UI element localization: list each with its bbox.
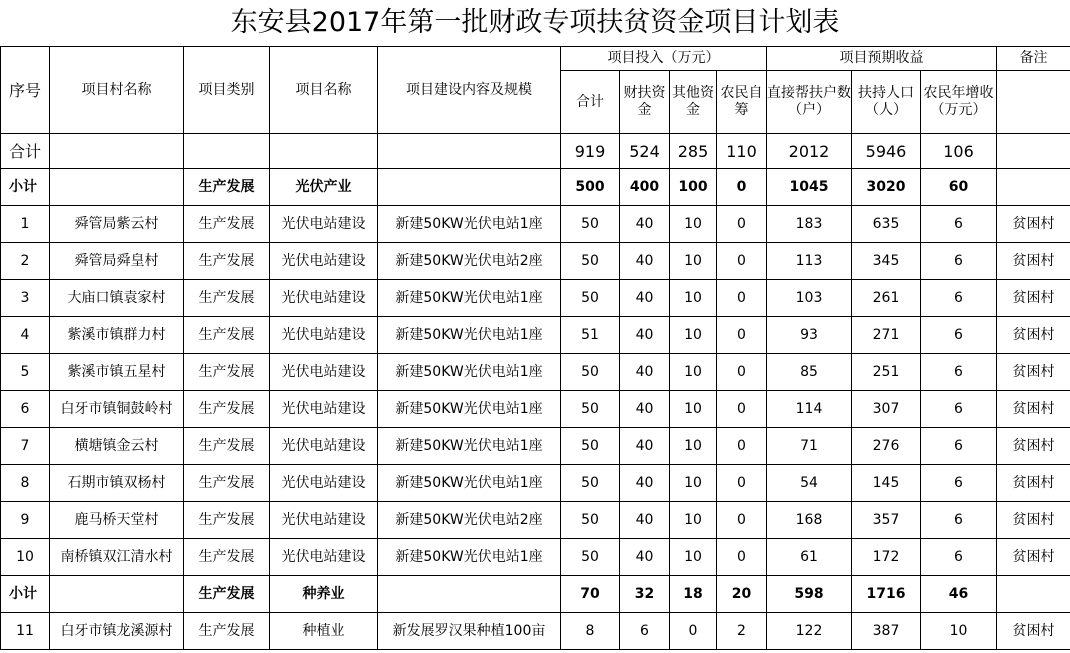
cell-village: 舜管局舜皇村: [50, 243, 184, 280]
table-row: [1, 391, 1070, 428]
empty-cell: [378, 134, 561, 169]
table-row: [1, 317, 1070, 354]
cell-village: 白牙市镇龙溪源村: [50, 613, 184, 650]
cell-category: 生产发展: [184, 206, 270, 243]
grand-total-farmer: 110: [717, 134, 767, 169]
grand-total-households: 2012: [767, 134, 852, 169]
cell-project: 光伏电站建设: [270, 206, 378, 243]
subtotal-households: 598: [767, 576, 852, 613]
empty-cell: [184, 134, 270, 169]
cell-total: 50: [561, 206, 620, 243]
grand-total-other: 285: [670, 134, 717, 169]
empty-cell: [50, 134, 184, 169]
cell-households: 54: [767, 465, 852, 502]
cell-category: 生产发展: [184, 613, 270, 650]
cell-households: 114: [767, 391, 852, 428]
cell-households: 183: [767, 206, 852, 243]
cell-households: 113: [767, 243, 852, 280]
cell-farmer: 0: [717, 280, 767, 317]
grand-total-row: [1, 134, 1070, 169]
header-benefit-group: 项目预期收益: [767, 47, 997, 71]
cell-village: 紫溪市镇五星村: [50, 354, 184, 391]
cell-content: 新建50KW光伏电站1座: [378, 354, 561, 391]
cell-total: 50: [561, 465, 620, 502]
cell-seq: 11: [1, 613, 50, 650]
subtotal-category: 生产发展: [184, 169, 270, 206]
cell-village: 白牙市镇铜鼓岭村: [50, 391, 184, 428]
cell-households: 85: [767, 354, 852, 391]
table-row: [1, 243, 1070, 280]
cell-seq: 10: [1, 539, 50, 576]
cell-note: 贫困村: [997, 317, 1070, 354]
cell-fiscal: 40: [620, 280, 670, 317]
cell-other: 10: [670, 502, 717, 539]
cell-category: 生产发展: [184, 465, 270, 502]
cell-seq: 6: [1, 391, 50, 428]
subtotal-people: 3020: [852, 169, 921, 206]
cell-category: 生产发展: [184, 502, 270, 539]
cell-people: 271: [852, 317, 921, 354]
cell-total: 50: [561, 539, 620, 576]
cell-category: 生产发展: [184, 539, 270, 576]
cell-content: 新建50KW光伏电站1座: [378, 465, 561, 502]
subtotal-income: 60: [921, 169, 997, 206]
subtotal-row: [1, 576, 1070, 613]
header-other: 其他资金: [670, 71, 717, 134]
subtotal-label: 小计: [1, 169, 50, 206]
cell-farmer: 0: [717, 502, 767, 539]
cell-village: 鹿马桥天堂村: [50, 502, 184, 539]
subtotal-project: 光伏产业: [270, 169, 378, 206]
cell-farmer: 0: [717, 354, 767, 391]
empty-cell: [270, 134, 378, 169]
cell-income: 6: [921, 465, 997, 502]
cell-note: 贫困村: [997, 465, 1070, 502]
cell-total: 50: [561, 354, 620, 391]
cell-project: 光伏电站建设: [270, 502, 378, 539]
cell-other: 0: [670, 613, 717, 650]
cell-fiscal: 40: [620, 539, 670, 576]
header-note: 备注: [997, 47, 1070, 71]
cell-content: 新发展罗汉果种植100亩: [378, 613, 561, 650]
cell-farmer: 2: [717, 613, 767, 650]
cell-note: 贫困村: [997, 206, 1070, 243]
cell-households: 71: [767, 428, 852, 465]
cell-other: 10: [670, 391, 717, 428]
empty-cell: [997, 134, 1070, 169]
subtotal-other: 100: [670, 169, 717, 206]
cell-category: 生产发展: [184, 317, 270, 354]
grand-total-total: 919: [561, 134, 620, 169]
cell-farmer: 0: [717, 317, 767, 354]
cell-content: 新建50KW光伏电站1座: [378, 317, 561, 354]
cell-village: 石期市镇双杨村: [50, 465, 184, 502]
cell-income: 6: [921, 391, 997, 428]
header-income: 农民年增收（万元）: [921, 71, 997, 134]
header-farmer: 农民自筹: [717, 71, 767, 134]
cell-note: 贫困村: [997, 539, 1070, 576]
table-row: [1, 428, 1070, 465]
cell-village: 横塘镇金云村: [50, 428, 184, 465]
cell-people: 145: [852, 465, 921, 502]
subtotal-farmer: 0: [717, 169, 767, 206]
header-people: 扶持人口（人）: [852, 71, 921, 134]
cell-note: 贫困村: [997, 428, 1070, 465]
cell-village: 南桥镇双江清水村: [50, 539, 184, 576]
cell-total: 50: [561, 280, 620, 317]
cell-people: 172: [852, 539, 921, 576]
header-total: 合计: [561, 71, 620, 134]
header-investment-group: 项目投入（万元）: [561, 47, 767, 71]
cell-farmer: 0: [717, 391, 767, 428]
empty-cell: [50, 576, 184, 613]
cell-category: 生产发展: [184, 243, 270, 280]
cell-households: 103: [767, 280, 852, 317]
cell-farmer: 0: [717, 206, 767, 243]
cell-note: 贫困村: [997, 243, 1070, 280]
cell-content: 新建50KW光伏电站1座: [378, 206, 561, 243]
cell-total: 50: [561, 243, 620, 280]
cell-content: 新建50KW光伏电站1座: [378, 391, 561, 428]
cell-note: 贫困村: [997, 354, 1070, 391]
cell-total: 8: [561, 613, 620, 650]
cell-village: 舜管局紫云村: [50, 206, 184, 243]
cell-households: 93: [767, 317, 852, 354]
empty-cell: [997, 169, 1070, 206]
subtotal-label: 小计: [1, 576, 50, 613]
cell-note: 贫困村: [997, 613, 1070, 650]
cell-project: 种植业: [270, 613, 378, 650]
subtotal-total: 500: [561, 169, 620, 206]
subtotal-other: 18: [670, 576, 717, 613]
cell-income: 6: [921, 317, 997, 354]
cell-seq: 4: [1, 317, 50, 354]
cell-income: 6: [921, 354, 997, 391]
cell-fiscal: 40: [620, 391, 670, 428]
cell-farmer: 0: [717, 243, 767, 280]
cell-income: 10: [921, 613, 997, 650]
cell-fiscal: 40: [620, 354, 670, 391]
subtotal-row: [1, 169, 1070, 206]
cell-seq: 2: [1, 243, 50, 280]
cell-project: 光伏电站建设: [270, 428, 378, 465]
cell-farmer: 0: [717, 428, 767, 465]
empty-cell: [378, 169, 561, 206]
cell-other: 10: [670, 354, 717, 391]
header-content: 项目建设内容及规模: [378, 47, 561, 134]
subtotal-households: 1045: [767, 169, 852, 206]
cell-category: 生产发展: [184, 391, 270, 428]
table-row: [1, 613, 1070, 650]
header-fiscal: 财扶资金: [620, 71, 670, 134]
cell-people: 261: [852, 280, 921, 317]
cell-note: 贫困村: [997, 391, 1070, 428]
cell-fiscal: 40: [620, 428, 670, 465]
cell-category: 生产发展: [184, 354, 270, 391]
header-note-blank: [997, 71, 1070, 134]
cell-project: 光伏电站建设: [270, 354, 378, 391]
cell-income: 6: [921, 206, 997, 243]
cell-households: 61: [767, 539, 852, 576]
cell-project: 光伏电站建设: [270, 465, 378, 502]
cell-content: 新建50KW光伏电站1座: [378, 428, 561, 465]
cell-village: 大庙口镇袁家村: [50, 280, 184, 317]
cell-fiscal: 6: [620, 613, 670, 650]
project-plan-table: [0, 46, 1070, 650]
cell-seq: 5: [1, 354, 50, 391]
cell-people: 387: [852, 613, 921, 650]
cell-note: 贫困村: [997, 280, 1070, 317]
grand-total-income: 106: [921, 134, 997, 169]
empty-cell: [378, 576, 561, 613]
table-row: [1, 280, 1070, 317]
subtotal-people: 1716: [852, 576, 921, 613]
cell-seq: 3: [1, 280, 50, 317]
cell-project: 光伏电站建设: [270, 280, 378, 317]
cell-total: 50: [561, 502, 620, 539]
cell-other: 10: [670, 539, 717, 576]
cell-people: 357: [852, 502, 921, 539]
cell-income: 6: [921, 280, 997, 317]
cell-other: 10: [670, 428, 717, 465]
cell-other: 10: [670, 280, 717, 317]
cell-seq: 7: [1, 428, 50, 465]
cell-content: 新建50KW光伏电站2座: [378, 243, 561, 280]
subtotal-farmer: 20: [717, 576, 767, 613]
table-row: [1, 539, 1070, 576]
cell-fiscal: 40: [620, 317, 670, 354]
cell-households: 122: [767, 613, 852, 650]
cell-other: 10: [670, 317, 717, 354]
table-row: [1, 206, 1070, 243]
cell-project: 光伏电站建设: [270, 243, 378, 280]
cell-total: 51: [561, 317, 620, 354]
empty-cell: [50, 169, 184, 206]
cell-seq: 8: [1, 465, 50, 502]
cell-category: 生产发展: [184, 428, 270, 465]
cell-other: 10: [670, 243, 717, 280]
cell-project: 光伏电站建设: [270, 539, 378, 576]
cell-fiscal: 40: [620, 206, 670, 243]
grand-total-label: 合计: [1, 134, 50, 169]
subtotal-project: 种养业: [270, 576, 378, 613]
subtotal-total: 70: [561, 576, 620, 613]
header-category: 项目类别: [184, 47, 270, 134]
grand-total-fiscal: 524: [620, 134, 670, 169]
cell-people: 345: [852, 243, 921, 280]
cell-other: 10: [670, 206, 717, 243]
cell-project: 光伏电站建设: [270, 391, 378, 428]
cell-people: 635: [852, 206, 921, 243]
cell-village: 紫溪市镇群力村: [50, 317, 184, 354]
cell-people: 307: [852, 391, 921, 428]
header-project: 项目名称: [270, 47, 378, 134]
cell-fiscal: 40: [620, 502, 670, 539]
subtotal-fiscal: 32: [620, 576, 670, 613]
header-seq: 序号: [1, 47, 50, 134]
cell-other: 10: [670, 465, 717, 502]
subtotal-category: 生产发展: [184, 576, 270, 613]
cell-fiscal: 40: [620, 243, 670, 280]
cell-content: 新建50KW光伏电站1座: [378, 280, 561, 317]
cell-project: 光伏电站建设: [270, 317, 378, 354]
cell-content: 新建50KW光伏电站2座: [378, 502, 561, 539]
cell-income: 6: [921, 539, 997, 576]
subtotal-income: 46: [921, 576, 997, 613]
header-row-1: [1, 47, 1070, 71]
cell-fiscal: 40: [620, 465, 670, 502]
cell-income: 6: [921, 502, 997, 539]
cell-people: 251: [852, 354, 921, 391]
cell-total: 50: [561, 428, 620, 465]
page-title: 东安县2017年第一批财政专项扶贫资金项目计划表: [230, 7, 840, 38]
table-row: [1, 354, 1070, 391]
header-households: 直接帮扶户数（户）: [767, 71, 852, 134]
cell-farmer: 0: [717, 539, 767, 576]
cell-income: 6: [921, 243, 997, 280]
cell-people: 276: [852, 428, 921, 465]
cell-note: 贫困村: [997, 502, 1070, 539]
subtotal-fiscal: 400: [620, 169, 670, 206]
empty-cell: [997, 576, 1070, 613]
cell-seq: 1: [1, 206, 50, 243]
header-village: 项目村名称: [50, 47, 184, 134]
cell-total: 50: [561, 391, 620, 428]
table-row: [1, 502, 1070, 539]
cell-content: 新建50KW光伏电站1座: [378, 539, 561, 576]
cell-households: 168: [767, 502, 852, 539]
table-row: [1, 465, 1070, 502]
cell-seq: 9: [1, 502, 50, 539]
cell-income: 6: [921, 428, 997, 465]
cell-category: 生产发展: [184, 280, 270, 317]
grand-total-people: 5946: [852, 134, 921, 169]
cell-farmer: 0: [717, 465, 767, 502]
